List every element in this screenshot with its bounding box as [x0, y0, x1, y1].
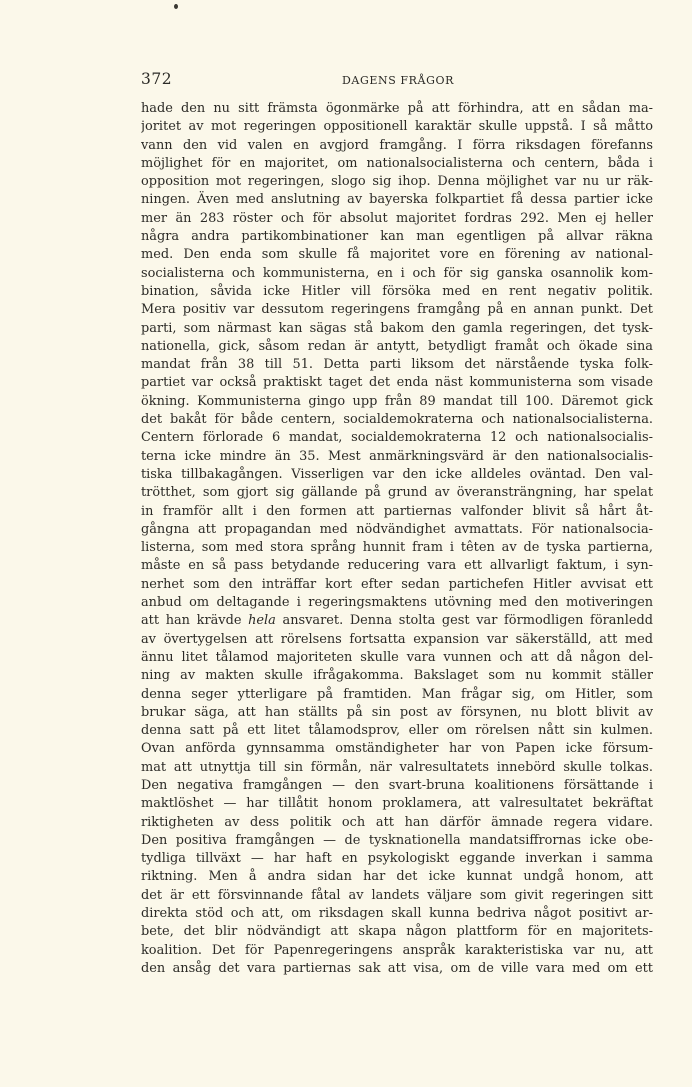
text-line: listerna, som med stora språng hunnit fram i têten av de tyska partierna,: [141, 540, 653, 556]
page-number: 372: [141, 70, 173, 88]
text-line: brukar säga, att han ställts på sin post av försynen, nu blott blivit av: [141, 704, 653, 720]
text-line: mat att utnyttja till sin förmån, när valresultatets innebörd skulle tolkas.: [141, 759, 653, 775]
text-line: joritet av mot regeringen oppositionell karaktär skulle uppstå. I så måtto: [141, 119, 653, 135]
text-line: partiet var också praktiskt taget det enda näst kommunisterna som visade: [141, 375, 653, 391]
text-line: mandat från 38 till 51. Detta parti liksom det närstående tyska folk-: [141, 357, 653, 373]
text-line: vann den vid valen en avgjord framgång. I förra riksdagen förefanns: [141, 137, 653, 153]
text-line: gångna att propagandan med nödvändighet avmattats. För nationalsocia-: [141, 521, 653, 537]
text-line: hade den nu sitt främsta ögonmärke på att förhindra, att en sådan ma-: [141, 101, 653, 116]
text-line: Den positiva framgången — de tysknationella mandatsiffrornas icke obe-: [141, 832, 653, 848]
text-line: bination, såvida icke Hitler vill försöka med en rent negativ politik.: [141, 283, 653, 299]
text-line: trötthet, som gjort sig gällande på grund av överansträngning, har spelat: [141, 485, 653, 501]
text-line: ännu litet tålamod majoriteten skulle vara vunnen och att då någon del-: [141, 649, 653, 665]
text-line: ökning. Kommunisterna gingo upp från 89 mandat till 100. Däremot gick: [141, 393, 653, 409]
italic-word: hela: [248, 613, 276, 629]
text-line: nerhet som den inträffar kort efter sedan partichefen Hitler avvisat ett: [141, 576, 653, 592]
text-line: denna seger ytterligare på framtiden. Man frågar sig, om Hitler, som: [141, 686, 653, 702]
text-line: ningen. Även med anslutning av bayerska folkpartiet få dessa partier icke: [141, 192, 653, 208]
text-line: bete, det blir nödvändigt att skapa någon plattform för en majoritets-: [141, 924, 653, 940]
text-line: mer än 283 röster och för absolut majoritet fordras 292. Men ej heller: [141, 210, 653, 226]
text-line: maktlöshet — har tillåtit honom proklamera, att valresultatet bekräftat: [141, 796, 653, 812]
text-line: tiska tillbakagången. Visserligen var den icke alldeles oväntad. Den val-: [141, 466, 653, 482]
text-segment: att han krävde: [141, 613, 249, 629]
text-line: [141, 612, 653, 630]
text-line: riktning. Men å andra sidan har det icke kunnat undgå honom, att: [141, 869, 653, 885]
text-line: socialisterna och kommunisterna, en i och för sig ganska osannolik kom-: [141, 265, 653, 281]
text-line: måste en så pass betydande reducering vara ett allvarligt faktum, i syn-: [141, 558, 653, 574]
text-line: några andra partikombinationer kan man egentligen på allvar räkna: [141, 229, 653, 245]
text-line: denna satt på ett litet tålamodsprov, eller om rörelsen nått sin kulmen.: [141, 723, 653, 739]
text-line: Mera positiv var dessutom regeringens framgång på en annan punkt. Det: [141, 302, 653, 318]
text-line: tydliga tillväxt — har haft en psykologiskt eggande inverkan i samma: [141, 851, 653, 867]
text-line: direkta stöd och att, om riksdagen skall kunna bedriva något positivt ar-: [141, 906, 653, 922]
text-line: in framför allt i den formen att partiernas valfonder blivit så hårt åt-: [141, 503, 653, 519]
text-line: Centern förlorade 6 mandat, socialdemokraterna 12 och nationalsocialis-: [141, 430, 653, 446]
text-line: med. Den enda som skulle få majoritet vore en förening av national-: [141, 247, 653, 263]
text-line: terna icke mindre än 35. Mest anmärkningsvärd är den nationalsocialis-: [141, 448, 653, 464]
text-line: opposition mot regeringen, slogo sig ihop. Denna möjlighet var nu ur räk-: [141, 174, 653, 190]
text-segment: ansvaret. Denna stolta gest var förmodligen föranledd: [275, 613, 653, 629]
text-line: riktigheten av dess politik och att han därför ämnade regera vidare.: [141, 814, 653, 830]
text-line: parti, som närmast kan sägas stå bakom den gamla regeringen, det tysk-: [141, 320, 653, 336]
text-line: Den negativa framgången — den svart-bruna koalitionens försättande i: [141, 777, 653, 793]
ink-speck: [174, 4, 178, 9]
text-line: ning av makten skulle ifrågakomma. Bakslaget som nu kommit ställer: [141, 668, 653, 684]
text-line: koalition. Det för Papenregeringens anspråk karakteristiska var nu, att: [141, 942, 653, 958]
text-line: möjlighet för en majoritet, om nationalsocialisterna och centern, båda i: [141, 155, 653, 171]
body-text: [141, 100, 653, 978]
running-title: DAGENS FRÅGOR: [342, 74, 454, 87]
text-line: det är ett försvinnande fåtal av landets väljare som givit regeringen sitt: [141, 887, 653, 903]
text-line: det bakåt för både centern, socialdemokraterna och nationalsocialisterna.: [141, 412, 653, 428]
page-header: [141, 70, 653, 90]
text-line: nationella, gick, såsom redan är antytt, betydligt framåt och ökade sina: [141, 338, 653, 354]
text-line: den ansåg det vara partiernas sak att visa, om de ville vara med om ett: [141, 960, 653, 976]
text-line: anbud om deltagande i regeringsmaktens utövning med den motiveringen: [141, 595, 653, 611]
text-line: Ovan anförda gynnsamma omständigheter har von Papen icke försum-: [141, 741, 653, 757]
text-line: av övertygelsen att rörelsens fortsatta expansion var säkerställd, att med: [141, 631, 653, 647]
